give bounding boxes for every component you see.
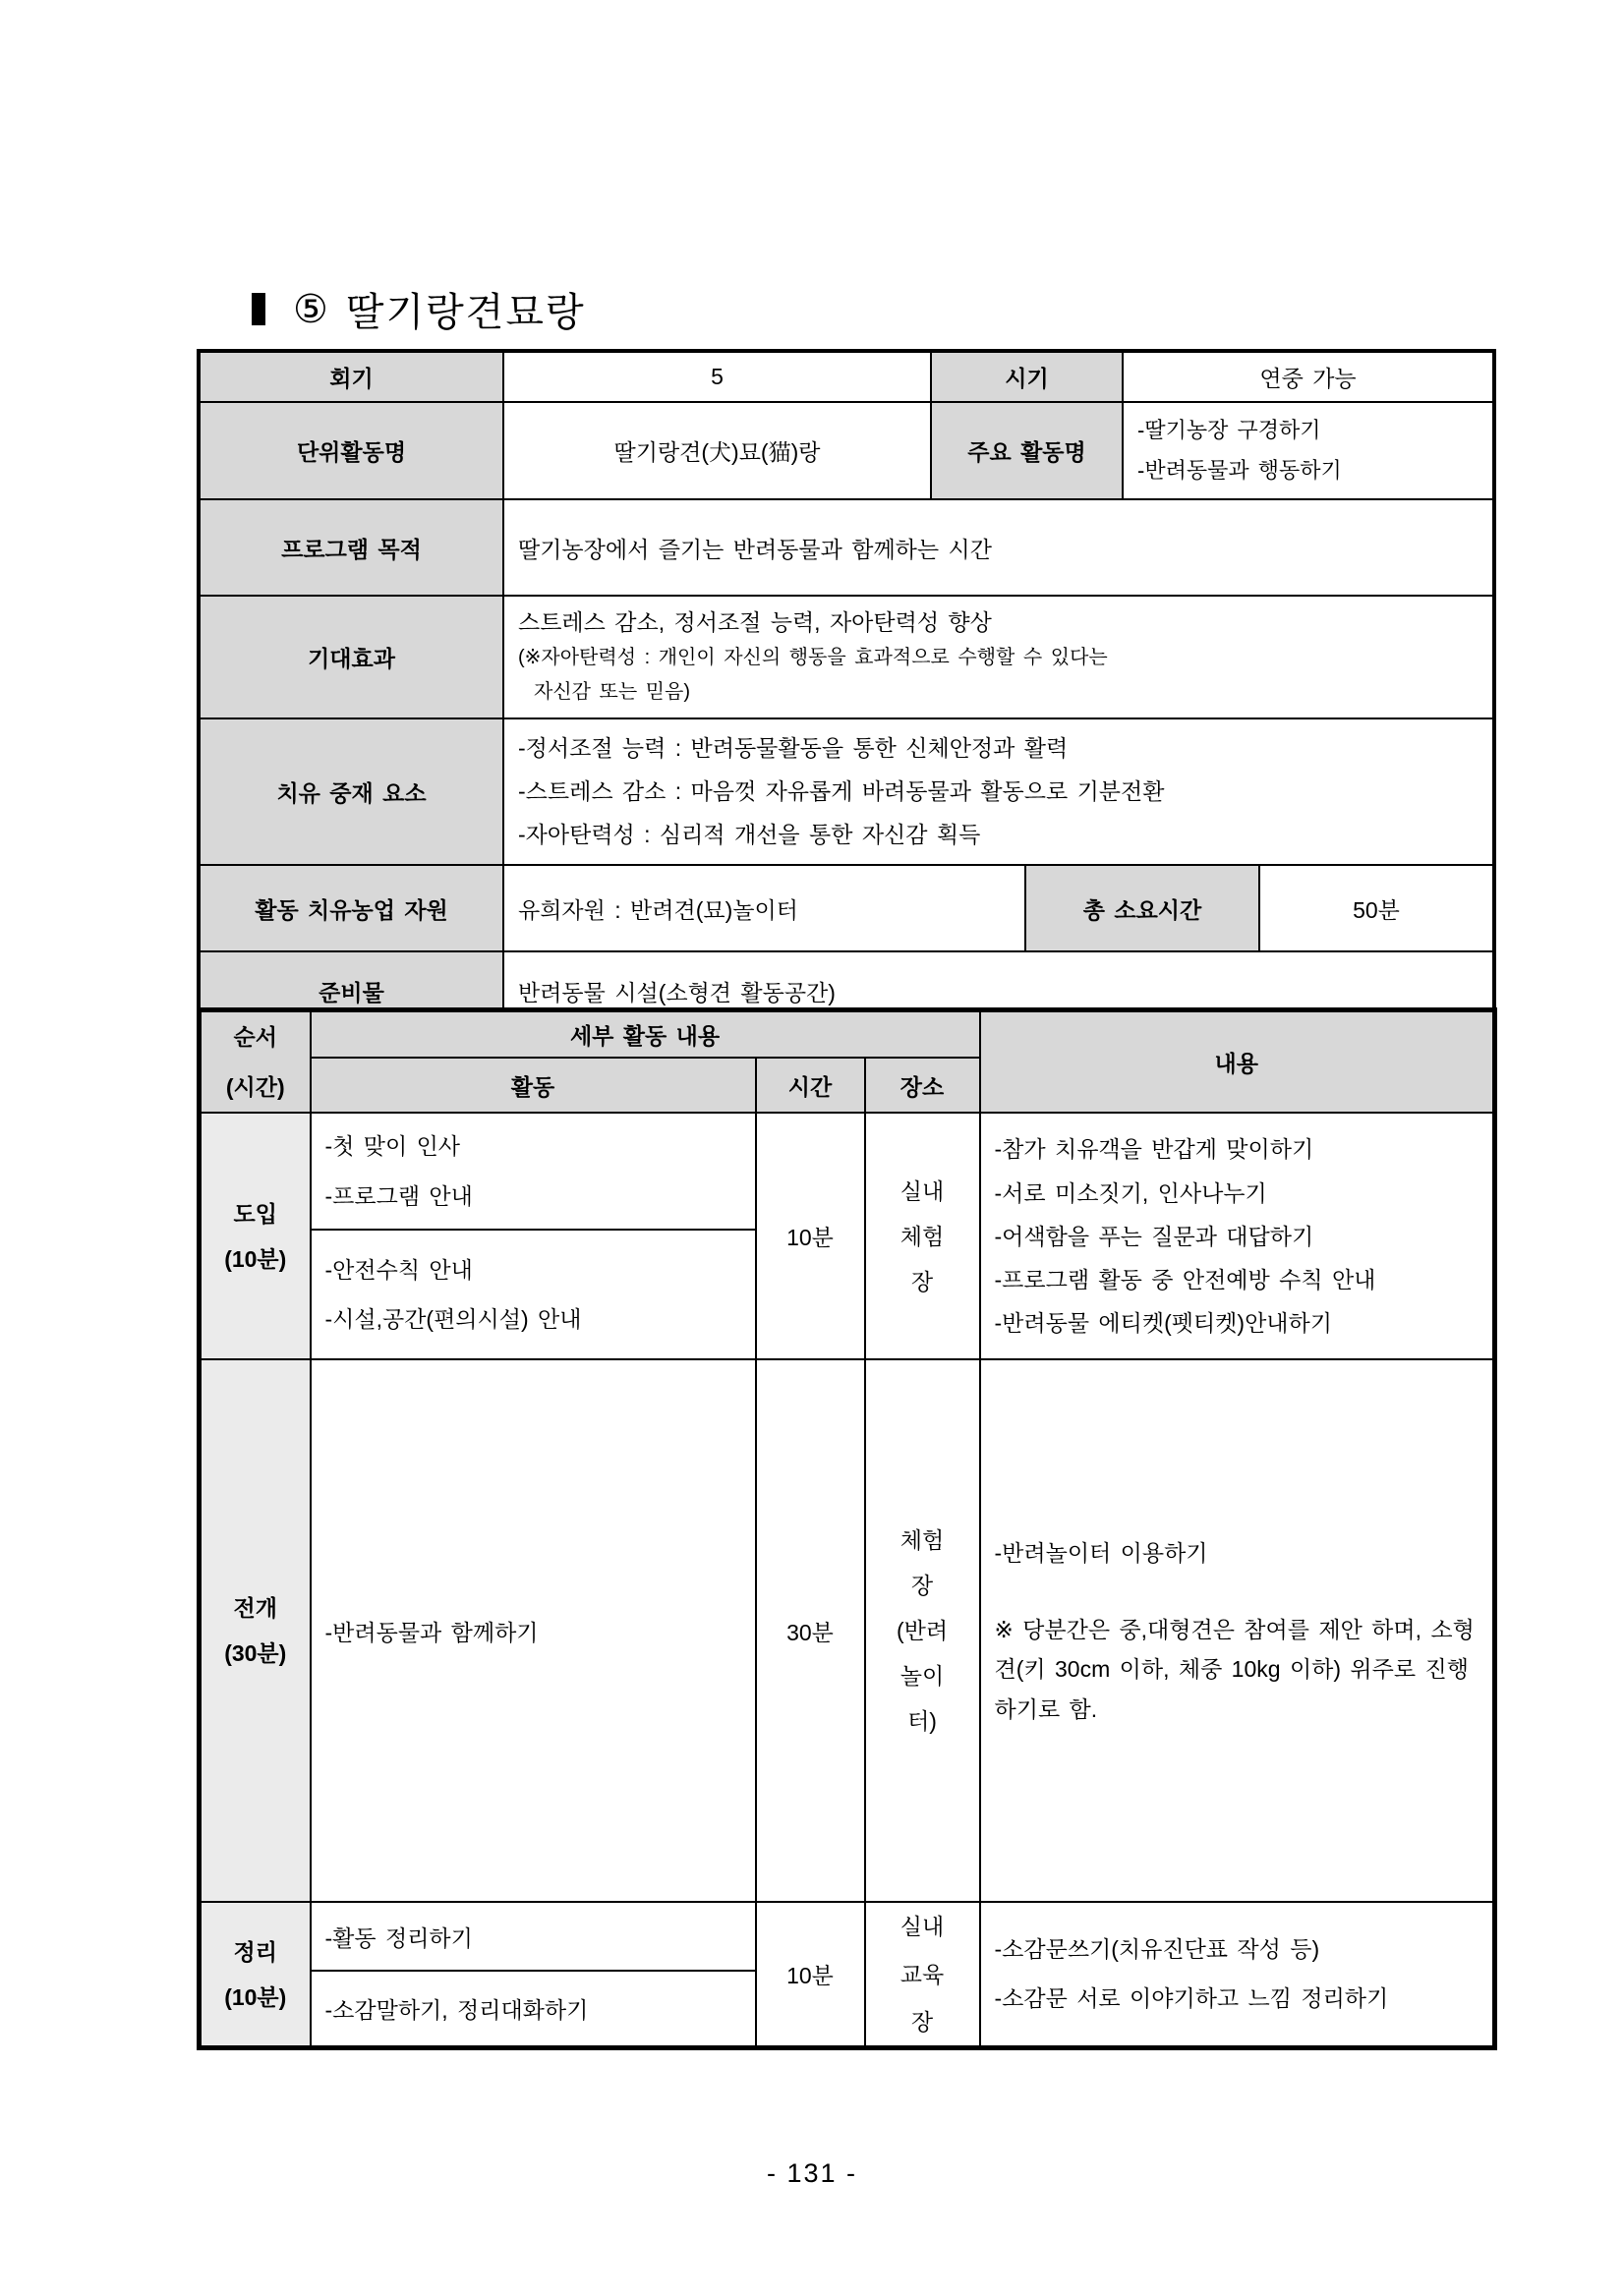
expected-label: 기대효과: [199, 596, 503, 718]
table-row: [199, 596, 1494, 718]
stage-name: 정리: [233, 1938, 277, 1965]
wrapup-time: 10분: [756, 1902, 865, 2047]
table-row: [199, 718, 1494, 865]
table-row: [199, 402, 1494, 499]
session-label: 회기: [199, 351, 503, 402]
wrapup-stage: [200, 1902, 311, 2047]
intro-row: [200, 1113, 1495, 1230]
program-overview-table: [197, 349, 1496, 1034]
development-place: [865, 1359, 980, 1902]
content-line: -반려동물 에티켓(펫티켓)안내하기: [994, 1310, 1332, 1337]
activity-line: -첫 맞이 인사: [324, 1133, 461, 1160]
place-header: 장소: [865, 1058, 980, 1113]
healing-factor-line: -정서조절 능력 : 반려동물활동을 통한 신체안정과 활력: [518, 735, 1069, 762]
table-header-row: [200, 1010, 1495, 1059]
period-value: 연중 가능: [1123, 351, 1494, 402]
total-time-label: 총 소요시간: [1025, 865, 1259, 951]
intro-activity-b: [311, 1230, 756, 1359]
content-line: -참가 치유객을 반갑게 맞이하기: [994, 1136, 1314, 1163]
content-paragraph: ※ 당분간은 중,대형견은 참여를 제안 하며, 소형견(키 30cm 이하, 체중 10kg 이하) 위주로 진행하기로 함.: [994, 1617, 1475, 1722]
content-line: -어색함을 푸는 질문과 대답하기: [994, 1223, 1314, 1249]
stage-time: (10분): [224, 1245, 287, 1272]
table-row: [199, 351, 1494, 402]
place-line: 체험: [899, 1527, 945, 1554]
wrapup-place: [865, 1902, 980, 2047]
session-value: 5: [503, 351, 931, 402]
development-activity: -반려동물과 함께하기: [311, 1359, 756, 1902]
resources-value: 유희자원 : 반려견(묘)놀이터: [503, 865, 1025, 951]
development-time: 30분: [756, 1359, 865, 1902]
content-line: -소감문쓰기(치유진단표 작성 등): [994, 1936, 1320, 1963]
place-line: 실내: [899, 1914, 945, 1940]
stage-name: 도입: [233, 1200, 277, 1227]
healing-factors-value: [503, 718, 1494, 865]
place-line: 장: [910, 1268, 934, 1294]
materials-value: 반려동물 시설(소형견 활동공간): [503, 951, 1494, 1032]
development-row: [200, 1359, 1495, 1902]
place-line: 장: [910, 2008, 934, 2035]
content-paragraph: -반려놀이터 이용하기: [994, 1539, 1208, 1566]
expected-note-line: 자신감 또는 믿음): [534, 681, 691, 704]
development-content: [980, 1359, 1495, 1902]
total-time-value: 50분: [1259, 865, 1494, 951]
unit-activity-label: 단위활동명: [199, 402, 503, 499]
activity-line: -시설,공간(편의시설) 안내: [324, 1306, 582, 1333]
place-line: 터): [907, 1708, 937, 1735]
unit-activity-value: 딸기랑견(犬)묘(猫)랑: [503, 402, 931, 499]
wrapup-activity-a: -활동 정리하기: [311, 1902, 756, 1971]
place-line: (반려: [896, 1618, 949, 1644]
title-text: 딸기랑견묘랑: [345, 290, 586, 334]
healing-factor-line: -자아탄력성 : 심리적 개선을 통한 자신감 획득: [518, 821, 981, 847]
main-activity-line: -반려동물과 행동하기: [1137, 457, 1342, 483]
content-header: 내용: [980, 1010, 1495, 1114]
wrapup-activity-b: -소감말하기, 정리대화하기: [311, 1971, 756, 2048]
page-title: [252, 281, 586, 337]
intro-time: 10분: [756, 1113, 865, 1359]
expected-main-line: 스트레스 감소, 정서조절 능력, 자아탄력성 향상: [518, 609, 992, 636]
title-number: ⑤: [293, 287, 330, 331]
activity-header: 활동: [311, 1058, 756, 1113]
purpose-label: 프로그램 목적: [199, 499, 503, 596]
activity-line: -안전수칙 안내: [324, 1256, 473, 1283]
schedule-table: [197, 1007, 1497, 2050]
content-line: -소감문 서로 이야기하고 느낌 정리하기: [994, 1984, 1389, 2011]
order-header: [200, 1010, 311, 1114]
place-line: 장: [910, 1573, 934, 1599]
wrapup-row: [200, 1902, 1495, 1971]
place-line: 체험: [899, 1223, 945, 1249]
table-row: [199, 499, 1494, 596]
wrapup-content: [980, 1902, 1495, 2047]
period-label: 시기: [931, 351, 1123, 402]
main-activity-label: 주요 활동명: [931, 402, 1123, 499]
main-activity-value: [1123, 402, 1494, 499]
table-row: [199, 865, 1494, 951]
place-line: 실내: [899, 1177, 945, 1204]
healing-factors-label: 치유 중재 요소: [199, 718, 503, 865]
activity-line: -프로그램 안내: [324, 1182, 473, 1209]
purpose-value: 딸기농장에서 즐기는 반려동물과 함께하는 시간: [503, 499, 1494, 596]
content-line: -서로 미소짓기, 인사나누기: [994, 1179, 1267, 1206]
intro-stage: [200, 1113, 311, 1359]
development-stage: [200, 1359, 311, 1902]
main-activity-line: -딸기농장 구경하기: [1137, 418, 1321, 442]
time-header: 시간: [756, 1058, 865, 1113]
stage-name: 전개: [233, 1595, 277, 1622]
place-line: 교육: [899, 1961, 945, 1987]
expected-value: [503, 596, 1494, 718]
stage-time: (30분): [224, 1640, 287, 1667]
content-line: -프로그램 활동 중 안전예방 수칙 안내: [994, 1266, 1376, 1292]
healing-factor-line: -스트레스 감소 : 마음껏 자유롭게 바려동물과 활동으로 기분전환: [518, 777, 1165, 804]
title-marker-icon: [252, 293, 265, 325]
resources-label: 활동 치유농업 자원: [199, 865, 503, 951]
expected-note-line: (※자아탄력성 : 개인이 자신의 행동을 효과적으로 수행할 수 있다는: [518, 647, 1108, 669]
page-number: - 131 -: [766, 2158, 858, 2188]
order-header-line: (시간): [225, 1073, 285, 1100]
place-line: 놀이: [899, 1663, 945, 1690]
materials-label: 준비물: [199, 951, 503, 1032]
intro-place: [865, 1113, 980, 1359]
detail-header: 세부 활동 내용: [311, 1010, 980, 1059]
order-header-line: 순서: [233, 1024, 277, 1050]
intro-activity-a: [311, 1113, 756, 1230]
stage-time: (10분): [224, 1983, 287, 2010]
intro-content: [980, 1113, 1495, 1359]
